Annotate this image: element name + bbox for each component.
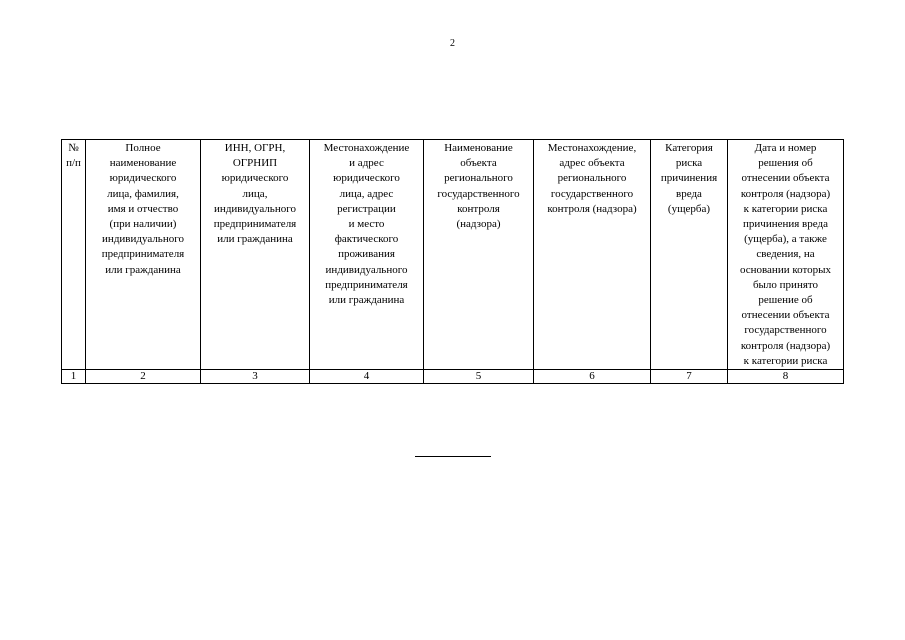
column-number-cell: 3: [201, 370, 310, 384]
header-text: Наименование объекта регионального государственного контроля (надзора): [437, 142, 520, 231]
page-number: 2: [450, 38, 455, 49]
col-header-risk-category: [651, 140, 728, 370]
header-text: Местонахождение и адрес юридического лица, адрес регистрации и место фактического проживания индивидуального предпринимателя или гражданина: [323, 142, 410, 307]
column-number-cell: 8: [728, 370, 844, 384]
column-number-cell: 4: [310, 370, 424, 384]
separator-line: [415, 456, 491, 457]
column-number-cell: 2: [86, 370, 201, 384]
column-number-cell: 1: [62, 370, 86, 384]
col-header-decision: [728, 140, 844, 370]
column-number-cell: 7: [651, 370, 728, 384]
register-table: [61, 139, 844, 384]
col-header-object-name: [424, 140, 534, 370]
col-header-name: [86, 140, 201, 370]
header-text: № п/п: [66, 142, 81, 170]
col-header-object-address: [534, 140, 651, 370]
column-number-cell: 6: [534, 370, 651, 384]
header-text: Полное наименование юридического лица, фамилия, имя и отчество (при наличии) индивидуального предпринимателя или гражданина: [101, 142, 185, 276]
header-row: [62, 140, 844, 370]
col-header-inn: [201, 140, 310, 370]
column-number-row: [62, 370, 844, 384]
header-text: Местонахождение, адрес объекта регионального государственного контроля (надзора): [547, 142, 637, 215]
col-header-address: [310, 140, 424, 370]
header-text: Дата и номер решения об отнесении объекта контроля (надзора) к категории риска причинения вреда (ущерба), а также сведения, на основании которых было принято решение об отнесении объекта государственного контроля (надзора) к категории риска: [739, 142, 832, 367]
header-text: ИНН, ОГРН, ОГРНИП юридического лица, индивидуального предпринимателя или гражданина: [213, 142, 297, 246]
column-number-cell: 5: [424, 370, 534, 384]
header-text: Категория риска причинения вреда (ущерба): [660, 142, 718, 215]
col-header-number: [62, 140, 86, 370]
